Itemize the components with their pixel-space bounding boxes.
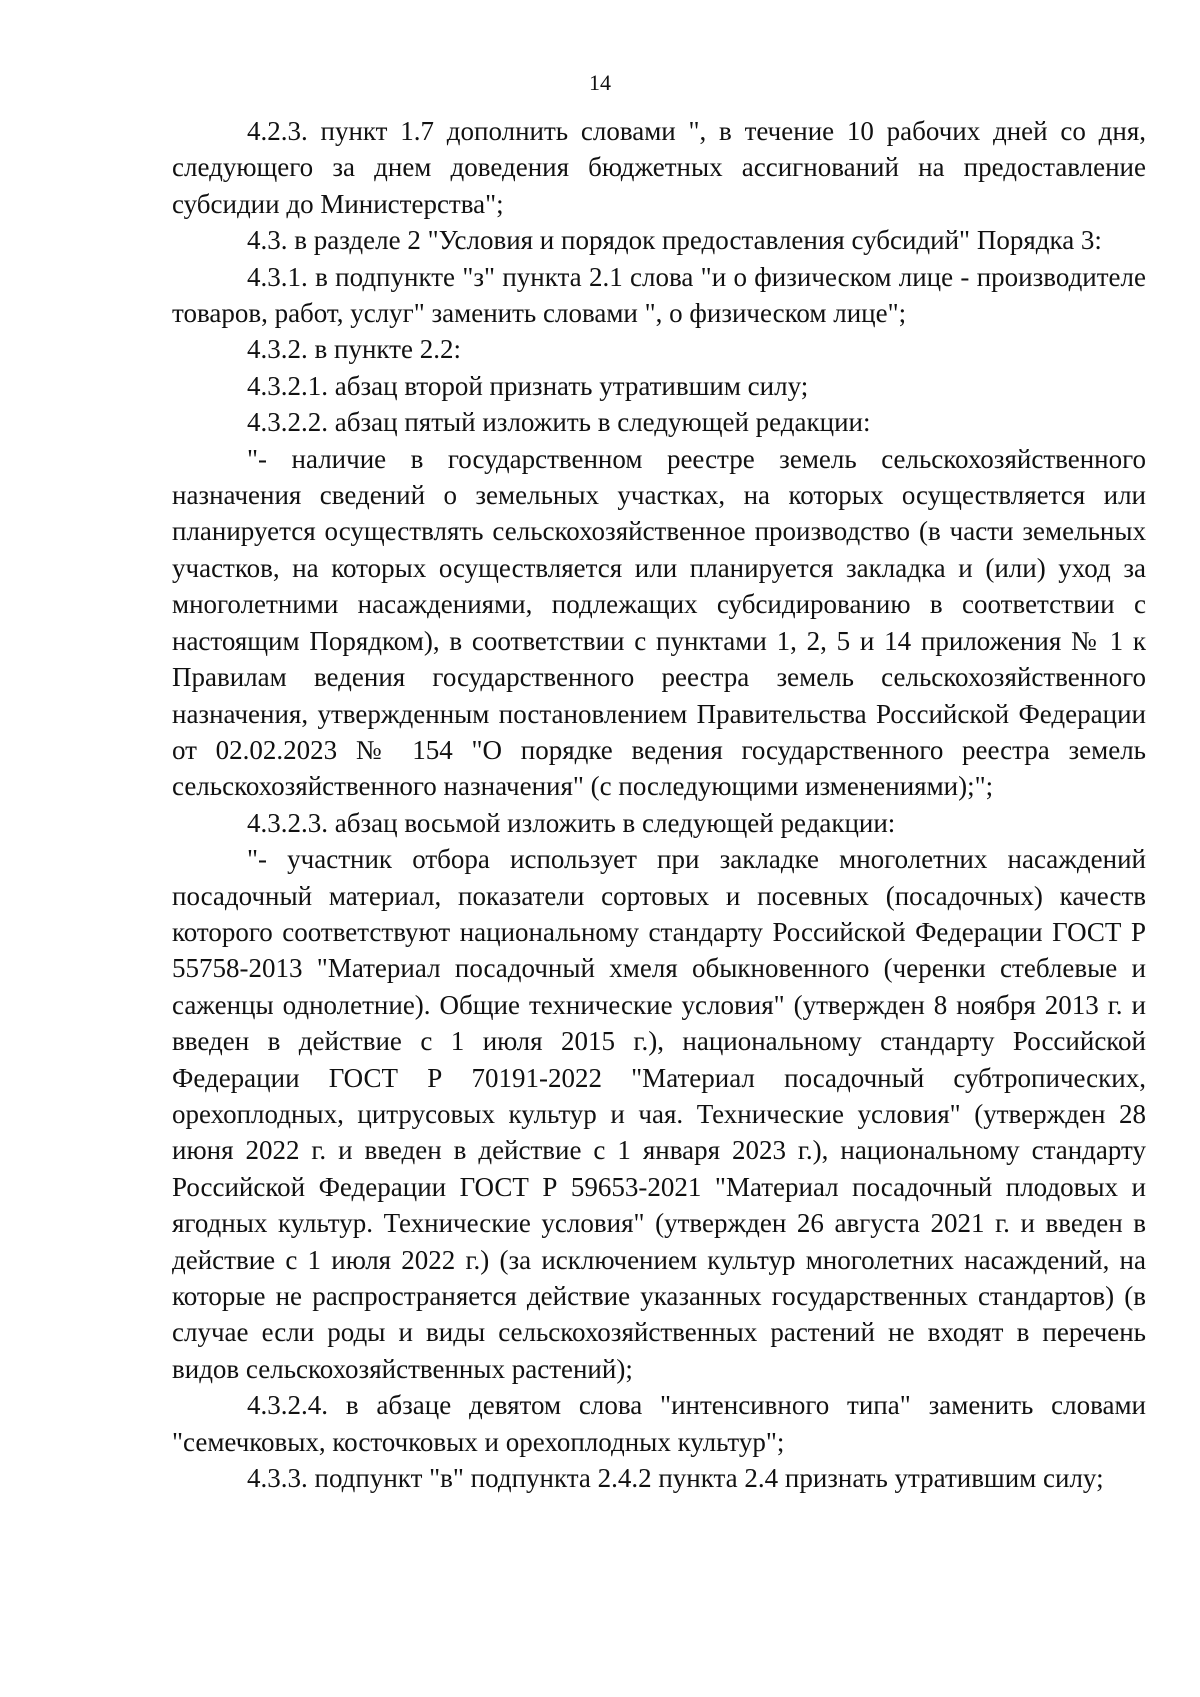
paragraph-4-3-2-1: 4.3.2.1. абзац второй признать утратившим силу; <box>247 370 809 401</box>
paragraph-4-3-2-3: 4.3.2.3. абзац восьмой изложить в следующей редакции: <box>247 807 896 838</box>
paragraph-4-3-2: 4.3.2. в пункте 2.2: <box>247 334 461 365</box>
quoted-paragraph-planting-material: "- участник отбора использует при закладке многолетних насаждений посадочный материал, показатели сортовых и посевных (посадочных) качеств которого соответствуют национальному стандарту Российской Федерации ГОСТ Р 55758-2013 "Материал посадочный хмеля обыкновенного (черенки стеблевые и саженцы однолетние). Общие технические условия" (утвержден 8 ноября 2013 г. и введен в действие с 1 июля 2015 г.), национальному стандарту Российской Федерации ГОСТ Р 70191-2022 "Материал посадочный субтропических, орехоплодных, цитрусовых культур и чая. Технические условия" (утвержден 28 июня 2022 г. и введен в действие с 1 января 2023 г.), национальному стандарту Российской Федерации ГОСТ Р 59653-2021 "Материал посадочный плодовых и ягодных культур. Технические условия" (утвержден 26 августа 2021 г. и введен в действие с 1 июля 2022 г.) (за исключением культур многолетних насаждений, на которые не распространяется действие указанных государственных стандартов) (в случае если роды и виды сельскохозяйственных растений не входят в перечень видов сельскохозяйственных растений); <box>172 844 1146 1384</box>
paragraph-4-3: 4.3. в разделе 2 "Условия и порядок предоставления субсидий" Порядка 3: <box>247 225 1102 256</box>
paragraph-4-3-3: 4.3.3. подпункт "в" подпункта 2.4.2 пункта 2.4 признать утратившим силу; <box>247 1463 1104 1494</box>
page-number: 14 <box>589 70 611 95</box>
paragraph-4-3-2-2: 4.3.2.2. абзац пятый изложить в следующей редакции: <box>247 407 871 438</box>
paragraph-4-3-1: 4.3.1. в подпункте "з" пункта 2.1 слова "и о физическом лице - производителе товаров, работ, услуг" заменить словами ", о физическом лице"; <box>172 261 1146 329</box>
quoted-paragraph-land-registry: "- наличие в государственном реестре земель сельскохозяйственного назначения сведений о земельных участках, на которых осуществляется или планируется осуществлять сельскохозяйственное производство (в части земельных участков, на которых осуществляется или планируется закладка и (или) уход за многолетними насаждениями, подлежащих субсидированию в соответствии с настоящим Порядком), в соответствии с пунктами 1, 2, 5 и 14 приложения № 1 к Правилам ведения государственного реестра земель сельскохозяйственного назначения, утвержденным постановлением Правительства Российской Федерации от 02.02.2023 № 154 "О порядке ведения государственного реестра земель сельскохозяйственного назначения" (с последующими изменениями);"; <box>172 443 1146 802</box>
paragraph-4-3-2-4: 4.3.2.4. в абзаце девятом слова "интенсивного типа" заменить словами "семечковых, косточковых и орехоплодных культур"; <box>172 1390 1146 1457</box>
paragraph-4-2-3: 4.2.3. пункт 1.7 дополнить словами ", в течение 10 рабочих дней со дня, следующего за днем доведения бюджетных ассигнований на предоставление субсидии до Министерства"; <box>172 116 1146 219</box>
document-body <box>172 113 1146 1496</box>
